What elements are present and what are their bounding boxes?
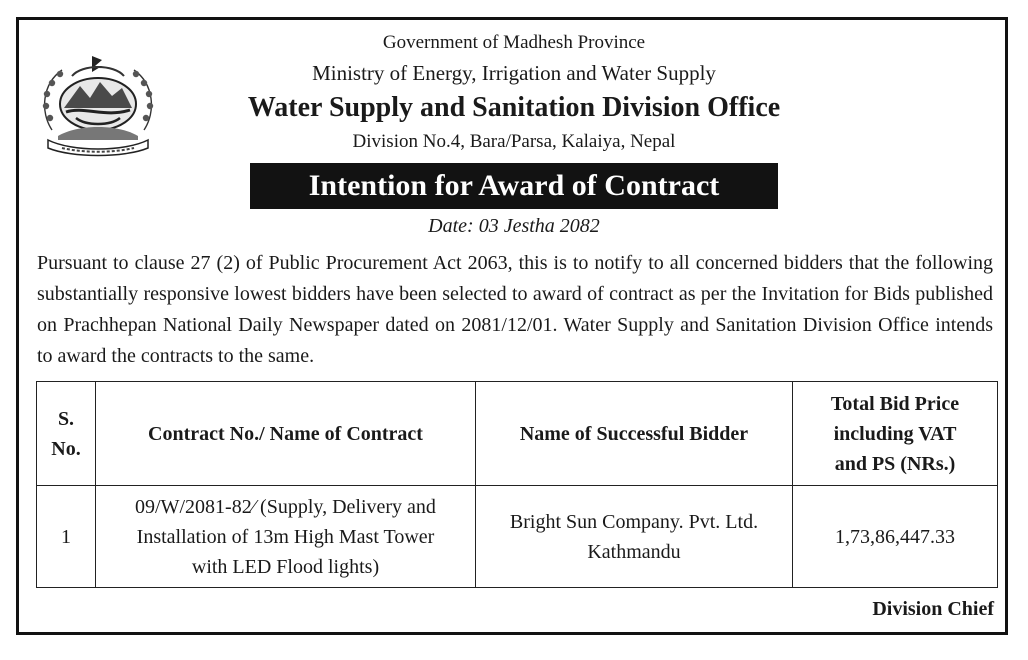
ministry-name: Ministry of Energy, Irrigation and Water Supply — [312, 61, 716, 85]
cell-bidder: Bright Sun Company. Pvt. Ltd. Kathmandu — [476, 486, 793, 588]
office-name: Water Supply and Sanitation Division Office — [247, 92, 781, 123]
header-price: Total Bid Price including VAT and PS (NRs.) — [793, 382, 998, 486]
notice-body: Pursuant to clause 27 (2) of Public Procurement Act 2063, this is to notify to all concerned bidders that the following substantially responsive lowest bidders have been selected to award of contract as per the Invitation for Bids published on Prachhepan National Daily Newspaper dated on 2081/12/01. Water Supply and Sanitation Division Office intends to award the contracts to the same. — [37, 252, 993, 367]
table-row — [37, 486, 998, 588]
cell-price: 1,73,86,447.33 — [793, 486, 998, 588]
header-sno: S. No. — [37, 382, 96, 486]
office-address: Division No.4, Bara/Parsa, Kalaiya, Nepal — [352, 131, 676, 152]
header-contract: Contract No./ Name of Contract — [96, 382, 476, 486]
table-header-row — [37, 382, 998, 486]
cell-contract: 09/W/2081-82⁄ (Supply, Delivery and Installation of 13m High Mast Tower with LED Flood lights) — [96, 486, 476, 588]
signatory-title: Division Chief — [872, 598, 994, 620]
government-name: Government of Madhesh Province — [382, 32, 646, 53]
cell-sno: 1 — [37, 486, 96, 588]
notice-title: Intention for Award of Contract — [250, 163, 778, 209]
award-table — [36, 381, 998, 588]
header-bidder: Name of Successful Bidder — [476, 382, 793, 486]
notice-date: Date: 03 Jestha 2082 — [428, 215, 600, 237]
